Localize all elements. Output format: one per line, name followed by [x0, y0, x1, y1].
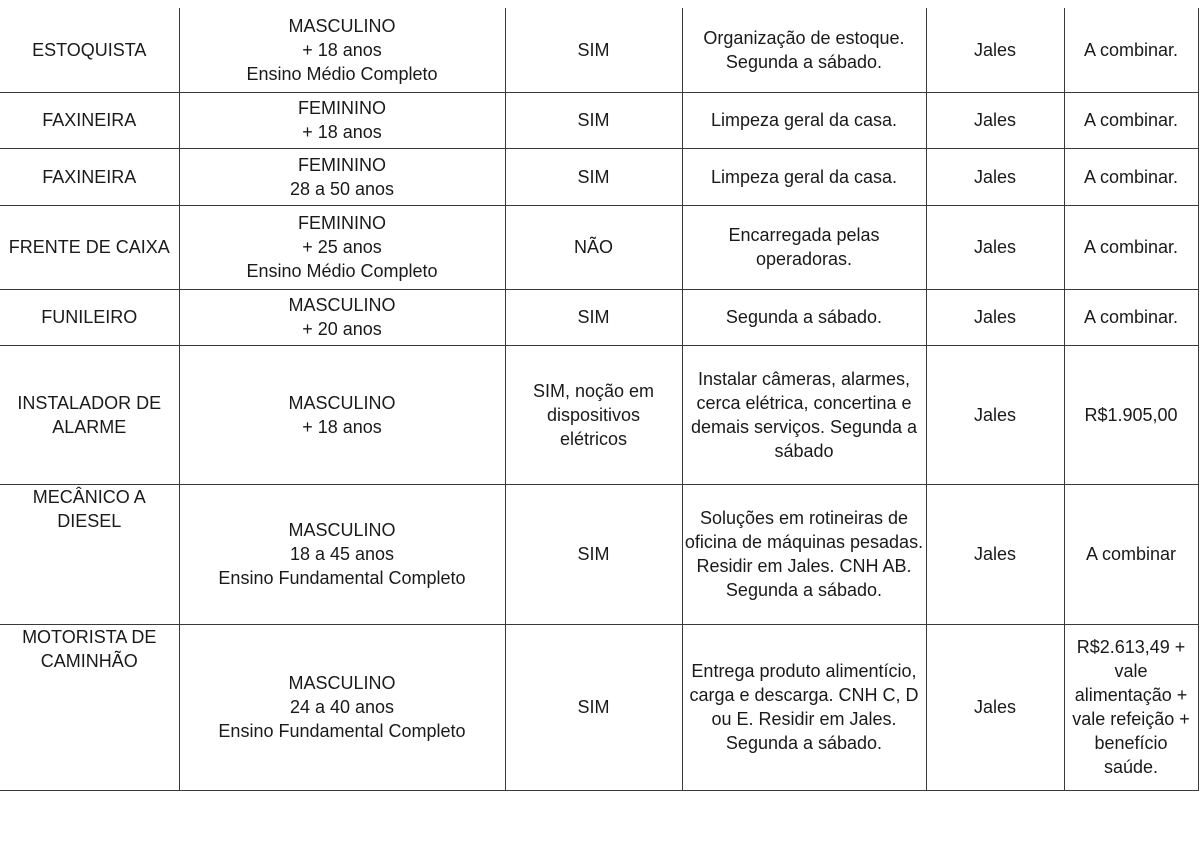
salary-cell: A combinar. [1064, 148, 1198, 205]
requirements-cell [179, 8, 505, 92]
education-text: Ensino Fundamental Completo [218, 721, 466, 741]
age-text: 28 a 50 anos [289, 178, 395, 199]
city-cell: Jales [926, 624, 1064, 790]
city-cell: Jales [926, 345, 1064, 484]
salary-cell: A combinar [1064, 484, 1198, 624]
age-text: 24 a 40 anos [289, 697, 395, 717]
gender-text: MASCULINO [288, 673, 396, 693]
requirements-cell [179, 345, 505, 484]
table-row [0, 624, 1198, 790]
description-cell: Entrega produto alimentício, carga e descarga. CNH C, D ou E. Residir em Jales. Segunda a sábado. [682, 624, 926, 790]
table-row [0, 345, 1198, 484]
salary-cell: A combinar. [1064, 8, 1198, 92]
description-cell: Encarregada pelas operadoras. [682, 205, 926, 289]
table-row [0, 92, 1198, 148]
table-row [0, 8, 1198, 92]
description-cell: Soluções em rotineiras de oficina de máquinas pesadas. Residir em Jales. CNH AB. Segunda a sábado. [682, 484, 926, 624]
requirements-cell [179, 92, 505, 148]
table-row [0, 148, 1198, 205]
salary-cell: R$1.905,00 [1064, 345, 1198, 484]
city-cell: Jales [926, 484, 1064, 624]
job-title-cell: FUNILEIRO [0, 289, 179, 345]
salary-cell: A combinar. [1064, 92, 1198, 148]
education-text: Ensino Médio Completo [246, 63, 438, 84]
gender-text: MASCULINO [288, 520, 396, 540]
job-title-cell: INSTALADOR DE ALARME [0, 345, 179, 484]
requirements-cell [179, 289, 505, 345]
requirements-cell [179, 624, 505, 790]
age-text: + 18 anos [302, 39, 382, 60]
city-cell: Jales [926, 289, 1064, 345]
age-text: + 20 anos [302, 319, 382, 339]
education-text: Ensino Fundamental Completo [218, 568, 466, 588]
table-row [0, 484, 1198, 624]
description-cell: Organização de estoque. Segunda a sábado. [682, 8, 926, 92]
description-cell: Instalar câmeras, alarmes, cerca elétrica, concertina e demais serviços. Segunda a sábado [682, 345, 926, 484]
experience-cell: SIM [505, 92, 682, 148]
salary-cell: A combinar. [1064, 289, 1198, 345]
experience-cell: NÃO [505, 205, 682, 289]
experience-cell: SIM [505, 484, 682, 624]
job-title-cell: MOTORISTA DE CAMINHÃO [0, 624, 179, 790]
experience-cell: SIM, noção em dispositivos elétricos [505, 345, 682, 484]
gender-text: MASCULINO [288, 295, 396, 315]
description-cell: Limpeza geral da casa. [682, 148, 926, 205]
city-cell: Jales [926, 8, 1064, 92]
gender-text: MASCULINO [288, 392, 396, 413]
job-title-cell: FRENTE DE CAIXA [0, 205, 179, 289]
city-cell: Jales [926, 205, 1064, 289]
description-cell: Segunda a sábado. [682, 289, 926, 345]
city-cell: Jales [926, 148, 1064, 205]
experience-cell: SIM [505, 624, 682, 790]
gender-text: FEMININO [298, 154, 386, 175]
education-text: Ensino Médio Completo [246, 261, 438, 281]
job-title-cell: FAXINEIRA [0, 92, 179, 148]
job-title-cell: FAXINEIRA [0, 148, 179, 205]
table-row [0, 289, 1198, 345]
gender-text: MASCULINO [288, 15, 396, 36]
requirements-cell [179, 205, 505, 289]
salary-cell: A combinar. [1064, 205, 1198, 289]
table-row [0, 205, 1198, 289]
job-openings-table [0, 8, 1199, 791]
age-text: + 25 anos [302, 237, 382, 257]
age-text: 18 a 45 anos [289, 544, 395, 564]
requirements-cell [179, 148, 505, 205]
experience-cell: SIM [505, 148, 682, 205]
gender-text: FEMININO [298, 213, 386, 233]
age-text: + 18 anos [302, 416, 382, 437]
job-title-cell: ESTOQUISTA [0, 8, 179, 92]
job-title-cell: MECÂNICO A DIESEL [0, 484, 179, 624]
experience-cell: SIM [505, 8, 682, 92]
gender-text: FEMININO [298, 98, 386, 118]
requirements-cell [179, 484, 505, 624]
description-cell: Limpeza geral da casa. [682, 92, 926, 148]
age-text: + 18 anos [302, 122, 382, 142]
city-cell: Jales [926, 92, 1064, 148]
experience-cell: SIM [505, 289, 682, 345]
salary-cell: R$2.613,49 + vale alimentação + vale refeição + benefício saúde. [1064, 624, 1198, 790]
